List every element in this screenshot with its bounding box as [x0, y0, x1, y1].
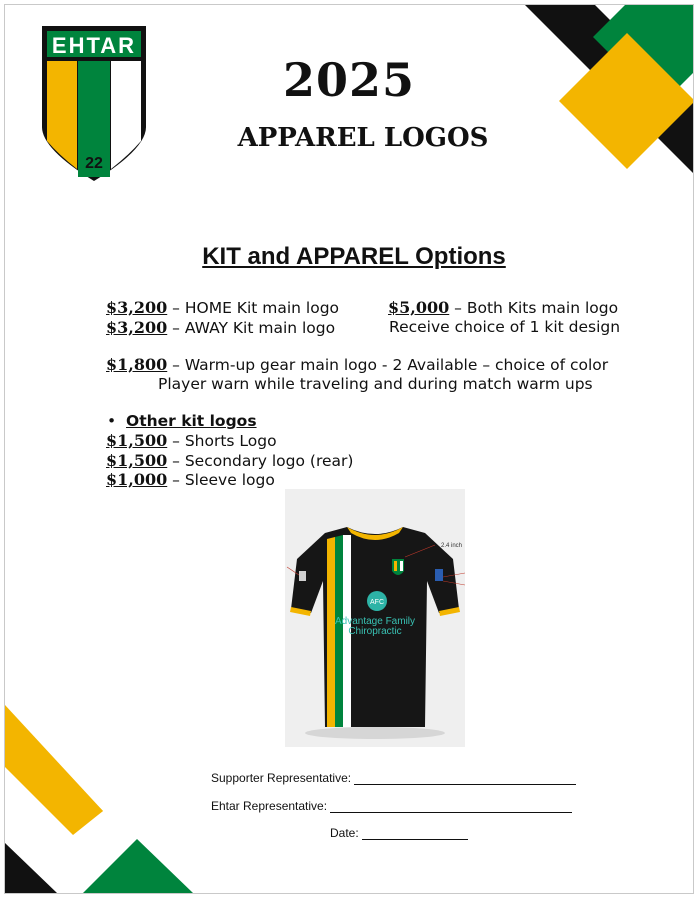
label-away: – AWAY Kit main logo	[167, 319, 336, 337]
price-both: $5,000	[388, 298, 450, 317]
other-logos-heading	[107, 412, 257, 430]
ehtar-signature	[211, 799, 572, 813]
ehtar-label: Ehtar Representative:	[211, 799, 328, 813]
sponsor-line-2: Chiropractic	[348, 626, 402, 637]
price-sleeve: $1,000	[106, 470, 168, 489]
crest-number: 22	[85, 155, 103, 172]
measure-label: 2.4 inch	[441, 543, 463, 549]
label-sleeve: – Sleeve logo	[167, 471, 275, 489]
date-label: Date:	[330, 826, 359, 840]
price-secondary: $1,500	[106, 451, 168, 470]
price-away: $3,200	[106, 318, 168, 337]
option-home-kit	[106, 298, 339, 317]
document-page	[4, 4, 694, 894]
other-logos-label: Other kit logos	[126, 412, 257, 430]
label-shorts: – Shorts Logo	[167, 432, 277, 450]
supporter-signature-line[interactable]	[354, 772, 576, 785]
page-subtitle: APPAREL LOGOS	[237, 123, 489, 153]
deco-black-band-bottom	[5, 843, 57, 893]
ehtar-signature-line[interactable]	[330, 800, 572, 813]
deco-gold-band-bottom-2	[5, 711, 103, 835]
label-warmup: – Warm-up gear main logo - 2 Available – choice of color	[167, 356, 609, 374]
option-away-kit	[106, 318, 335, 337]
option-warmup	[106, 355, 608, 374]
option-secondary	[106, 451, 353, 470]
option-both-kits	[388, 298, 618, 317]
supporter-signature	[211, 771, 576, 785]
price-warmup: $1,800	[106, 355, 168, 374]
deco-green-triangle	[83, 839, 193, 893]
sponsor-line-1: Advantage Family	[334, 616, 416, 627]
date-signature	[330, 826, 468, 840]
date-line[interactable]	[362, 827, 468, 840]
label-home: – HOME Kit main logo	[167, 299, 340, 317]
page-year: 2025	[282, 53, 416, 107]
options-heading: KIT and APPAREL Options	[202, 243, 506, 270]
option-sleeve	[106, 470, 275, 489]
sponsor-badge-text: AFC	[370, 599, 384, 606]
bullet-icon: •	[107, 412, 117, 430]
supporter-label: Supporter Representative:	[211, 771, 352, 785]
price-shorts: $1,500	[106, 431, 168, 450]
label-secondary: – Secondary logo (rear)	[167, 452, 354, 470]
option-shorts	[106, 431, 277, 450]
label-both: – Both Kits main logo	[449, 299, 619, 317]
option-warmup-note: Player warn while traveling and during match warm ups	[158, 375, 593, 393]
crest-text: EHTAR	[51, 33, 137, 58]
price-home: $3,200	[106, 298, 168, 317]
kit-shirt-image	[285, 489, 465, 747]
option-both-note: Receive choice of 1 kit design	[389, 318, 621, 336]
